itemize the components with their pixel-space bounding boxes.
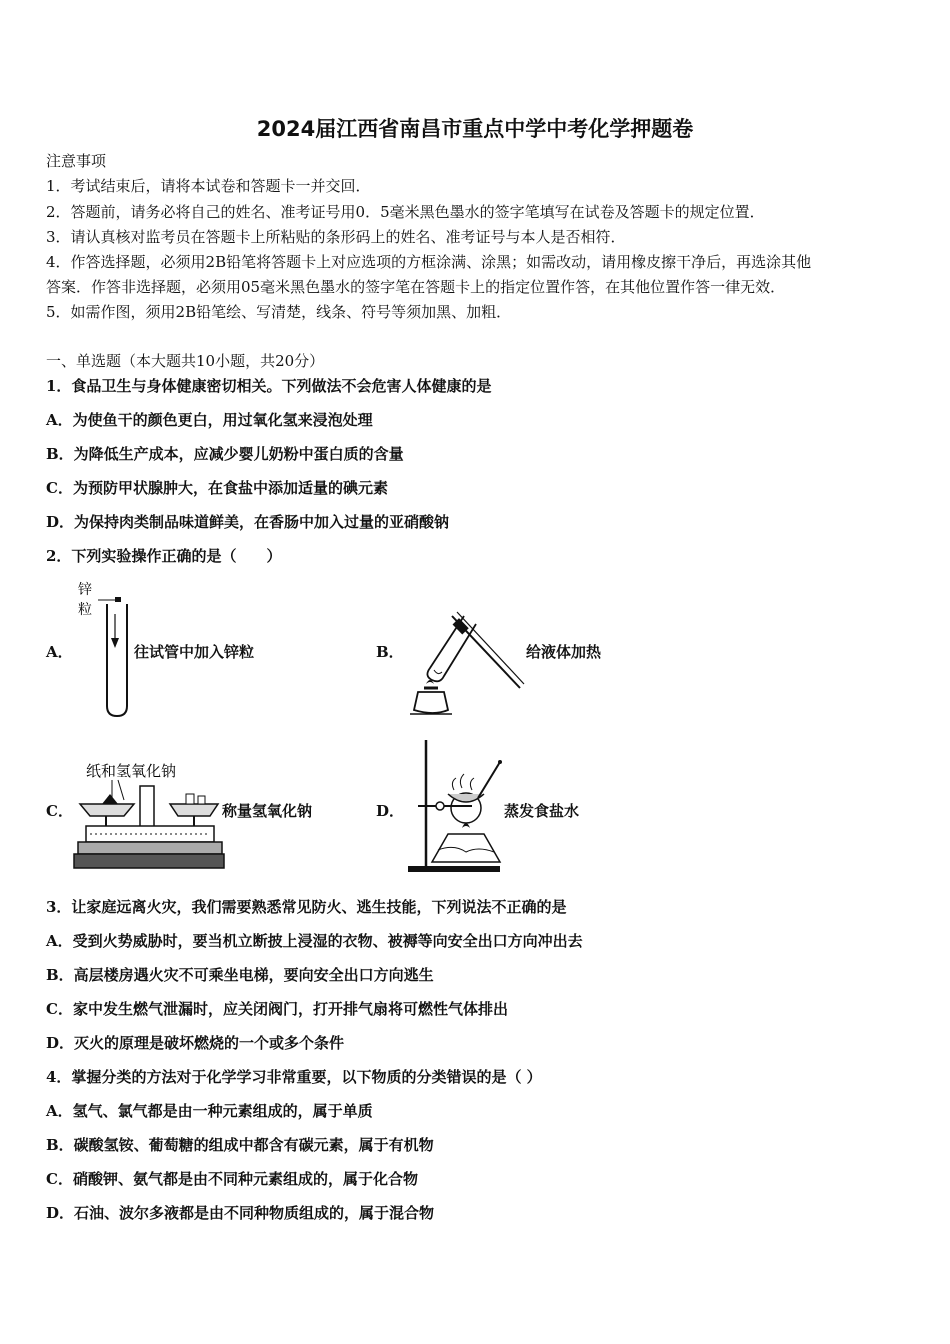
heating-liquid-figure bbox=[404, 610, 524, 724]
q2-label-b: 给液体加热 bbox=[526, 643, 602, 661]
fig-c-text: 纸和氢氧化钠 bbox=[86, 762, 177, 780]
q4-option-b: B．碳酸氢铵、葡萄糖的组成中都含有碳元素，属于有机物 bbox=[46, 1136, 434, 1154]
q1-option-a: A．为使鱼干的颜色更白，用过氧化氢来浸泡处理 bbox=[46, 411, 373, 429]
q2-letter-d: D． bbox=[376, 802, 405, 820]
q3-option-b: B．高层楼房遇火灾不可乘坐电梯，要向安全出口方向逃生 bbox=[46, 966, 434, 984]
q3-option-a: A．受到火势威胁时，要当机立断披上浸湿的衣物、被褥等向安全出口方向冲出去 bbox=[46, 932, 583, 950]
q2-letter-a: A． bbox=[46, 643, 73, 661]
q4-option-c: C．硝酸钾、氨气都是由不同种元素组成的，属于化合物 bbox=[46, 1170, 418, 1188]
notice-item: 1．考试结束后，请将本试卷和答题卡一并交回． bbox=[46, 177, 371, 195]
q1-option-b: B．为降低生产成本，应减少婴儿奶粉中蛋白质的含量 bbox=[46, 445, 404, 463]
q2-label-a: 往试管中加入锌粒 bbox=[134, 643, 255, 661]
question-2-stem: 2．下列实验操作正确的是（ ） bbox=[46, 547, 282, 565]
notice-heading: 注意事项 bbox=[46, 152, 107, 170]
q4-option-a: A．氢气、氯气都是由一种元素组成的，属于单质 bbox=[46, 1102, 373, 1120]
q4-option-d: D．石油、波尔多液都是由不同种物质组成的，属于混合物 bbox=[46, 1204, 435, 1222]
fig-a-text-2: 粒 bbox=[78, 602, 92, 618]
evaporation-figure bbox=[404, 738, 504, 878]
q3-option-c: C．家中发生燃气泄漏时，应关闭阀门，打开排气扇将可燃性气体排出 bbox=[46, 1000, 508, 1018]
balance-scale-figure bbox=[72, 756, 222, 878]
notice-item: 答案．作答非选择题，必须用05毫米黑色墨水的签字笔在答题卡上的指定位置作答，在其他位置作答一律无效． bbox=[46, 278, 786, 296]
notice-item: 3．请认真核对监考员在答题卡上所粘贴的条形码上的姓名、准考证号与本人是否相符． bbox=[46, 228, 626, 246]
question-1-stem: 1．食品卫生与身体健康密切相关。下列做法不会危害人体健康的是 bbox=[46, 377, 492, 395]
q2-label-c: 称量氢氧化钠 bbox=[222, 802, 313, 820]
q2-letter-b: B． bbox=[376, 643, 404, 661]
q3-option-d: D．灭火的原理是破坏燃烧的一个或多个条件 bbox=[46, 1034, 345, 1052]
question-4-stem: 4．掌握分类的方法对于化学学习非常重要，以下物质的分类错误的是（ ） bbox=[46, 1068, 542, 1086]
question-3-stem: 3．让家庭远离火灾，我们需要熟悉常见防火、逃生技能，下列说法不正确的是 bbox=[46, 898, 567, 916]
q2-label-d: 蒸发食盐水 bbox=[504, 802, 580, 820]
q1-option-d: D．为保持肉类制品味道鲜美，在香肠中加入过量的亚硝酸钠 bbox=[46, 513, 450, 531]
q2-letter-c: C． bbox=[46, 802, 73, 820]
fig-a-text-1: 锌 bbox=[78, 582, 92, 598]
page-title: 2024届江西省南昌市重点中学中考化学押题卷 bbox=[256, 117, 694, 141]
test-tube-zinc-figure bbox=[74, 578, 134, 724]
section-heading: 一、单选题（本大题共10小题，共20分） bbox=[46, 352, 325, 370]
q1-option-c: C．为预防甲状腺肿大，在食盐中添加适量的碘元素 bbox=[46, 479, 388, 497]
notice-item: 5．如需作图，须用2B铅笔绘、写清楚，线条、符号等须加黑、加粗． bbox=[46, 303, 512, 321]
notice-item: 4．作答选择题，必须用2B铅笔将答题卡上对应选项的方框涂满、涂黑；如需改动，请用橡皮擦干净后，再选涂其他 bbox=[46, 253, 812, 271]
notice-item: 2．答题前，请务必将自己的姓名、准考证号用0．5毫米黑色墨水的签字笔填写在试卷及答题卡的规定位置． bbox=[46, 203, 765, 221]
